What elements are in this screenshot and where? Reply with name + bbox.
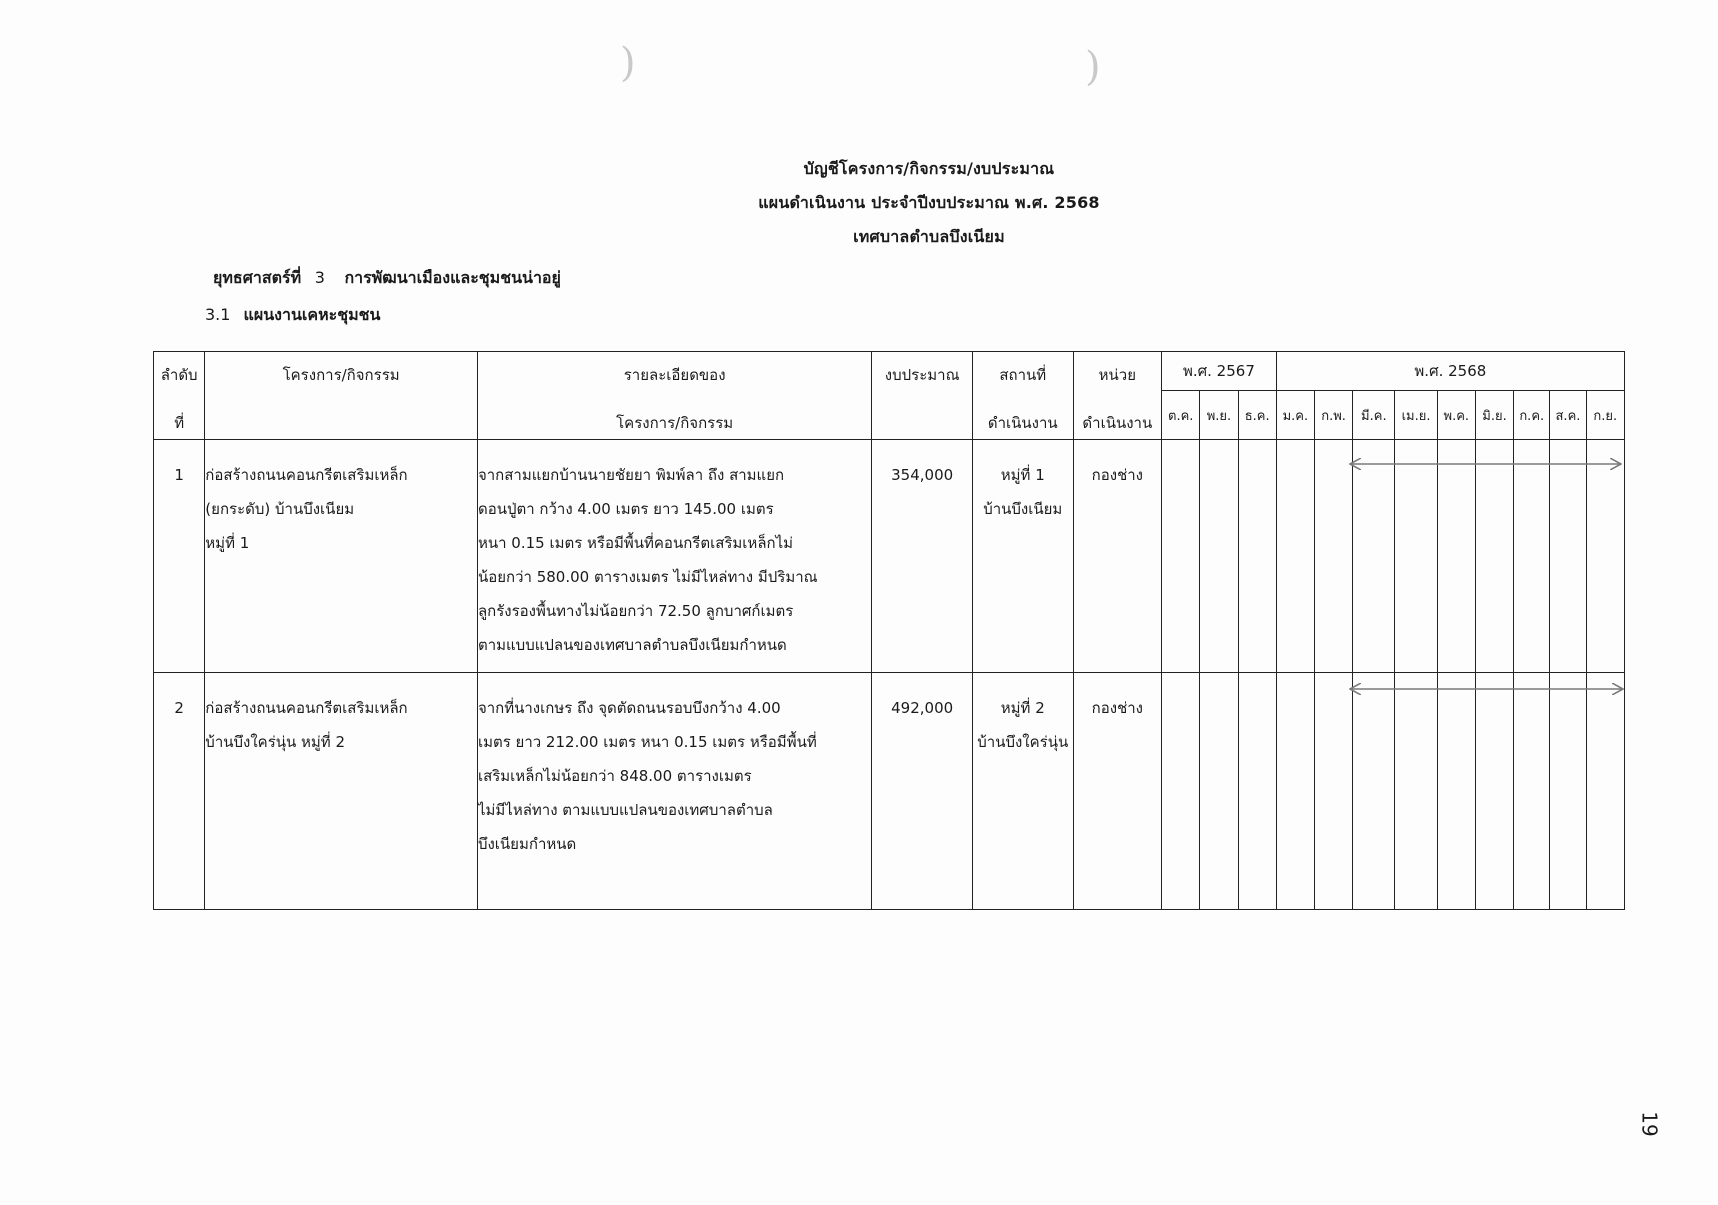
header-detail [477,352,871,440]
scan-artifact-mark: ) [620,40,636,86]
row-detail [477,673,871,910]
month-header: ก.พ. [1314,391,1352,440]
plan-name: แผนงานเคหะชุมชน [243,305,381,324]
strategy-heading [213,266,561,291]
header-unit-bottom: ดำเนินงาน [1082,413,1153,432]
header-project [205,352,478,440]
header-index-top: ลำดับ [160,365,198,384]
detail-line: จากสามแยกบ้านนายชัยยา พิมพ์ลา ถึง สามแยก [477,466,785,484]
project-schedule-table [153,351,1625,910]
table-row [154,440,1625,673]
organization-name: เทศบาลตำบลบึงเนียม [853,227,1005,246]
month-header: พ.ย. [1200,391,1238,440]
location-line: หมู่ที่ 2 [1000,699,1045,717]
strategy-number: 3 [314,268,325,287]
month-header: ก.ค. [1514,391,1550,440]
header-budget-label: งบประมาณ [884,365,960,384]
row-location [972,440,1073,673]
detail-line: หนา 0.15 เมตร หรือมีพื้นที่คอนกรีตเสริมเหล็กไม่ [477,534,794,552]
header-index-bottom: ที่ [174,413,185,432]
document-title: บัญชีโครงการ/กิจกรรม/งบประมาณ [803,159,1055,178]
month-header: ส.ค. [1550,391,1586,440]
location-line: บ้านบึงใคร่นุ่น [977,733,1069,751]
plan-number: 3.1 [205,305,231,324]
scan-artifact-mark: ) [1085,44,1101,90]
table-row [154,673,1625,910]
strategy-label: ยุทธศาสตร์ที่ [213,268,302,287]
strategy-name: การพัฒนาเมืองและชุมชนน่าอยู่ [344,268,561,287]
month-header: ต.ค. [1162,391,1200,440]
header-budget [872,352,973,440]
row-budget: 354,000 [872,440,973,673]
month-header: ม.ค. [1276,391,1314,440]
header-year-2568: พ.ศ. 2568 [1276,352,1624,391]
row-project [205,440,478,673]
header-unit [1073,352,1162,440]
month-header: มี.ค. [1353,391,1395,440]
header-location-bottom: ดำเนินงาน [987,413,1058,432]
project-line: บ้านบึงใคร่นุ่น หมู่ที่ 2 [205,733,346,751]
row-unit: กองช่าง [1073,673,1162,910]
header-detail-bottom: โครงการ/กิจกรรม [616,413,734,432]
plan-heading [205,303,380,328]
month-header: เม.ย. [1395,391,1437,440]
header-year-2567: พ.ศ. 2567 [1162,352,1277,391]
row-index: 2 [154,673,205,910]
project-line: หมู่ที่ 1 [205,534,250,552]
detail-line: เสริมเหล็กไม่น้อยกว่า 848.00 ตารางเมตร [477,767,752,785]
document-subtitle: แผนดำเนินงาน ประจำปีงบประมาณ พ.ศ. 2568 [758,193,1100,212]
detail-line: ดอนปู่ตา กว้าง 4.00 เมตร ยาว 145.00 เมตร [477,500,774,518]
detail-line: จากที่นางเกษร ถึง จุดตัดถนนรอบบึงกว้าง 4.00 [477,699,781,717]
row-budget: 492,000 [872,673,973,910]
header-location-top: สถานที่ [999,365,1047,384]
detail-line: เมตร ยาว 212.00 เมตร หนา 0.15 เมตร หรือมีพื้นที่ [477,733,817,751]
location-line: บ้านบึงเนียม [983,500,1063,518]
detail-line: ตามแบบแปลนของเทศบาลตำบลบึงเนียมกำหนด [477,636,787,654]
header-location [972,352,1073,440]
row-location [972,673,1073,910]
detail-line: ไม่มีไหล่ทาง ตามแบบแปลนของเทศบาลตำบล [477,801,773,819]
row-unit: กองช่าง [1073,440,1162,673]
detail-line: บึงเนียมกำหนด [477,835,577,853]
header-index [154,352,205,440]
header-detail-top: รายละเอียดของ [623,365,726,384]
row-detail [477,440,871,673]
project-line: (ยกระดับ) บ้านบึงเนียม [205,500,355,518]
month-header: ธ.ค. [1238,391,1276,440]
month-header: พ.ค. [1437,391,1475,440]
header-project-label: โครงการ/กิจกรรม [282,365,400,384]
detail-line: น้อยกว่า 580.00 ตารางเมตร ไม่มีไหล่ทาง มีปริมาณ [477,568,818,586]
detail-line: ลูกรังรองพื้นทางไม่น้อยกว่า 72.50 ลูกบาศก์เมตร [477,602,794,620]
row-index: 1 [154,440,205,673]
location-line: หมู่ที่ 1 [1000,466,1045,484]
page-number: 19 [1637,1111,1662,1137]
project-line: ก่อสร้างถนนคอนกรีตเสริมเหล็ก [205,466,408,484]
month-header: มิ.ย. [1475,391,1513,440]
row-project [205,673,478,910]
project-line: ก่อสร้างถนนคอนกรีตเสริมเหล็ก [205,699,408,717]
header-unit-top: หน่วย [1098,365,1136,384]
month-header: ก.ย. [1586,391,1624,440]
